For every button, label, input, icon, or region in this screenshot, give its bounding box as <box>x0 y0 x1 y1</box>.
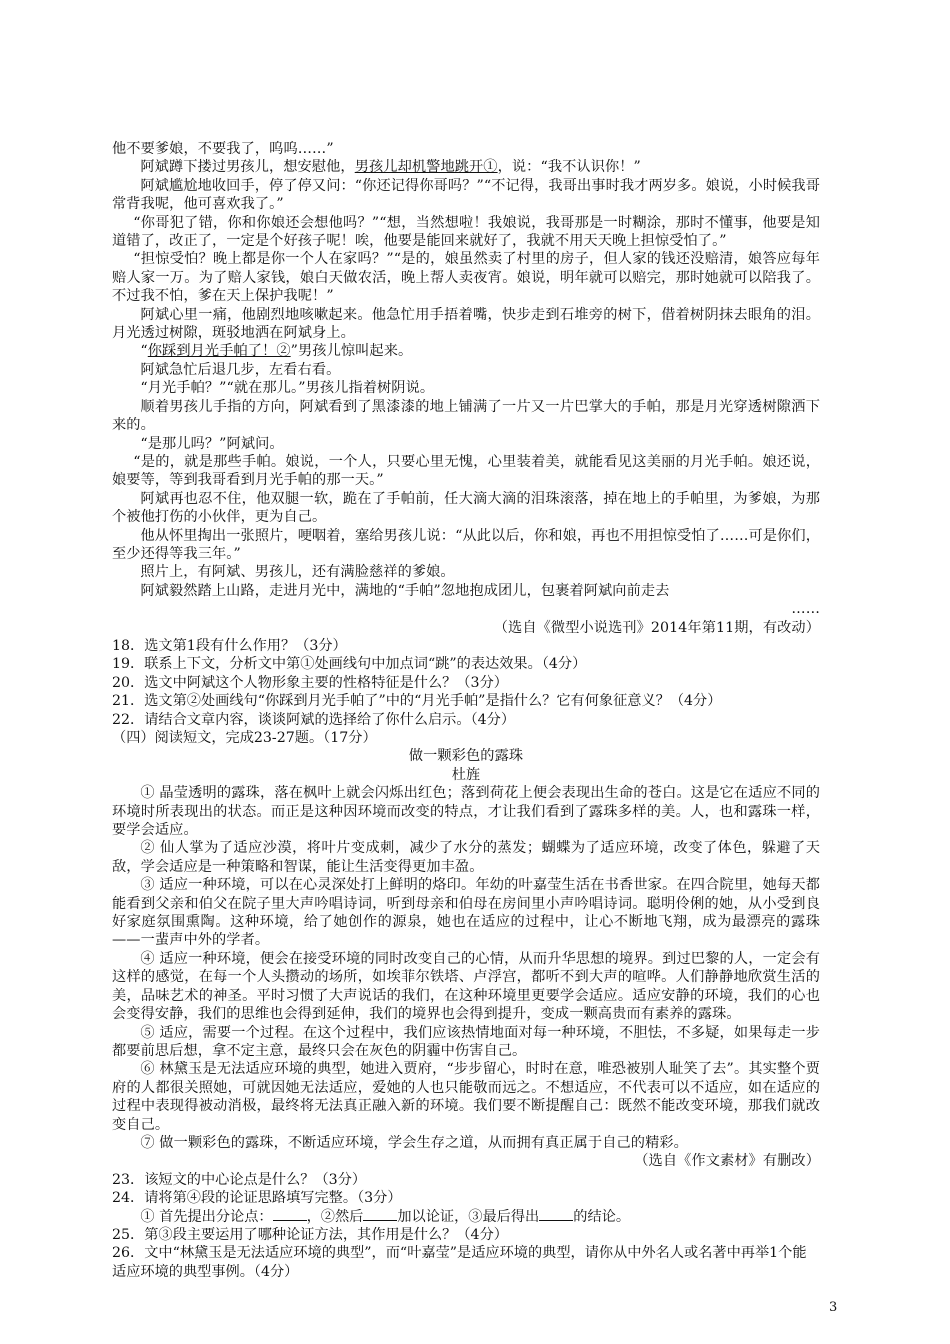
story-paragraph: 照片上，有阿斌、男孩儿，还有满脸慈祥的爹娘。 <box>140 564 455 581</box>
question-25: 25．第③段主要运用了哪种论证方法，其作用是什么？（4分） <box>112 1226 508 1243</box>
story-paragraph: “是的，就是那些手帕。娘说，一个人，只要心里无愧，心里装着美，就能看见这美丽的月光手帕。娘还说，娘要等，等到我哥看到月光手帕的那一天。” <box>112 453 820 489</box>
answer-blank[interactable] <box>539 1208 573 1221</box>
story-paragraph: 阿斌尴尬地收回手，停了停又问：“你还记得你哥吗？”“不记得，我哥出事时我才两岁多。娘说，小时候我哥常背我呢，他可喜欢我了。” <box>112 177 820 213</box>
story-paragraph: 他不要爹娘，不要我了，呜呜……” <box>112 141 334 157</box>
section-heading: （四）阅读短文，完成23-27题。（17分） <box>112 730 377 746</box>
question-22: 22．请结合文章内容，谈谈阿斌的选择给了你什么启示。（4分） <box>112 711 516 728</box>
question-24-fill: ① 首先提出分论点： ，②然后 加以论证，③最后得出 的结论。 <box>140 1208 631 1225</box>
story-paragraph: 顺着男孩儿手指的方向，阿斌看到了黑漆漆的地上铺满了一片又一片巴掌大的手帕，那是月光穿透树隙洒下来的。 <box>112 398 820 434</box>
underlined-sentence-1: 男孩儿却机警地跳开① <box>354 159 498 176</box>
page-number: 3 <box>829 1300 838 1315</box>
answer-blank[interactable] <box>363 1208 397 1221</box>
story-paragraph: “是那儿吗？”阿斌问。 <box>140 435 284 452</box>
question-21: 21．选文第②处画线句“你踩到月光手帕了”中的“月光手帕”是指什么？它有何象征意义？（4分） <box>112 693 722 710</box>
story-paragraph: “月光手帕？”“就在那儿。”男孩儿指着树阴说。 <box>140 380 435 397</box>
question-23: 23．该短文的中心论点是什么？（3分） <box>112 1171 367 1188</box>
essay-author: 杜旌 <box>451 766 481 783</box>
essay-paragraph: ① 晶莹透明的露珠，落在枫叶上就会闪烁出红色；落到荷花上便会表现出生命的苍白。这是它在适应不同的环境时所表现出的状态。而正是这种因环境而改变的特点，才让我们看到了露珠多样的美。人，也和露珠一样，要学会适应。 <box>112 785 820 839</box>
underlined-sentence-2: 你踩到月光手帕了！② <box>147 343 291 360</box>
story-paragraph: 阿斌急忙后退几步，左看右看。 <box>140 361 341 378</box>
essay-paragraph: ③ 适应一种环境，可以在心灵深处打上鲜明的烙印。年幼的叶嘉莹生活在书香世家。在四合院里，她每天都能看到父亲和伯父在院子里大声吟唱诗词，听到母亲和伯母在房间里小声吟唱诗词。聪明伶俐的她，从小受到良好家庭氛围熏陶。这种环境，给了她创作的源泉，她也在适应的过程中，让心不断地飞翔，成为最漂亮的露珠——一蜚声中外的学者。 <box>112 877 820 949</box>
answer-blank[interactable] <box>273 1208 307 1221</box>
essay-paragraph: ④ 适应一种环境，便会在接受环境的同时改变自己的心情，从而升华思想的境界。到过巴黎的人，一定会有这样的感觉，在每一个人头攒动的场所，如埃菲尔铁塔、卢浮宫，都听不到大声的喧哗。人们静静地欣赏生活的美，品味艺术的神圣。平时习惯了大声说话的我们，在这种环境里更要学会适应。适应安静的环境，我们的心也会变得安静，我们的思维也会得到延伸，我们的境界也会得到提升，变成一颗高贵而有素养的露珠。 <box>112 950 820 1023</box>
story-paragraph: 阿斌蹲下搂过男孩儿，想安慰他，男孩儿却机警地跳开①，说：“我不认识你！” <box>140 159 641 176</box>
story-ellipsis: …… <box>791 601 820 618</box>
story-paragraph: 他从怀里掏出一张照片，哽咽着，塞给男孩儿说：“从此以后，你和娘，再也不用担惊受怕了……可是你们，至少还得等我三年。” <box>112 527 820 562</box>
question-24: 24．请将第④段的论证思路填写完整。（3分） <box>112 1190 402 1207</box>
story-paragraph: “担惊受怕？晚上都是你一个人在家吗？”“是的，娘虽然卖了村里的房子，但人家的钱还没赔清，娘答应每年赔人家一万。为了赔人家钱，娘白天做农活，晚上帮人卖夜宵。娘说，明年就可以赔完，那时她就可以陪我了。不过我不怕，爹在天上保护我呢！” <box>112 251 820 305</box>
essay-paragraph: ② 仙人掌为了适应沙漠，将叶片变成刺，减少了水分的蒸发；蝴蝶为了适应环境，改变了体色，躲避了天敌，学会适应是一种策略和智谋，能让生活变得更加丰盈。 <box>112 840 820 875</box>
document-page <box>112 140 820 1281</box>
question-20: 20．选文中阿斌这个人物形象主要的性格特征是什么？（3分） <box>112 674 508 691</box>
question-18: 18．选文第1段有什么作用？（3分） <box>112 637 347 654</box>
essay-source: （选自《作文素材》有删改） <box>634 1153 820 1170</box>
question-19: 19．联系上下文，分析文中第①处画线句中加点词“跳”的表达效果。（4分） <box>112 656 587 673</box>
story-paragraph: “你踩到月光手帕了！②”男孩儿惊叫起来。 <box>140 343 413 360</box>
essay-paragraph: ⑤ 适应，需要一个过程。在这个过程中，我们应该热情地面对每一种环境，不胆怯，不多疑，如果每走一步都要前思后想，拿不定主意，最终只会在灰色的阴霾中伤害自己。 <box>112 1024 820 1059</box>
question-26: 26．文中“林黛玉是无法适应环境的典型”，而“叶嘉莹”是适应环境的典型，请你从中外名人或名著中再举1个能适应环境的典型事例。（4分） <box>112 1245 807 1280</box>
story-paragraph: 阿斌再也忍不住，他双腿一软，跪在了手帕前，任大滴大滴的泪珠滚落，掉在地上的手帕里，为爹娘，为那个被他打伤的小伙伴，更为自己。 <box>112 490 820 526</box>
essay-paragraph: ⑥ 林黛玉是无法适应环境的典型，她进入贾府，“步步留心，时时在意，唯恐被别人耻笑了去”。其实整个贾府的人都很关照她，可就因她无法适应，爱她的人也只能敬而远之。不想适应，不代表可以不适应，如在适应的过程中表现得被动消极，最终将无法真正融入新的环境。我们要不断提醒自己：既然不能改变环境，那我们就改变自己。 <box>112 1061 820 1133</box>
story-paragraph: “你哥犯了错，你和你娘还会想他吗？”“想，当然想啦！我娘说，我哥那是一时糊涂，那时不懂事，他要是知道错了，改正了，一定是个好孩子呢！唉，他要是能回来就好了，我就不用天天晚上担惊受怕了。” <box>112 214 820 250</box>
story-paragraph: 阿斌心里一痛，他剧烈地咳嗽起来。他急忙用手捂着嘴，快步走到石堆旁的树下，借着树阴抹去眼角的泪。月光透过树隙，斑驳地洒在阿斌身上。 <box>112 306 820 342</box>
story-source: （选自《微型小说选刊》2014年第11期，有改动） <box>493 619 820 636</box>
story-paragraph: 阿斌毅然踏上山路，走进月光中，满地的“手帕”忽地抱成团儿，包裹着阿斌向前走去 <box>140 582 670 599</box>
essay-paragraph: ⑦ 做一颗彩色的露珠，不断适应环境，学会生存之道，从而拥有真正属于自己的精彩。 <box>140 1134 688 1151</box>
essay-title: 做一颗彩色的露珠 <box>408 748 524 765</box>
